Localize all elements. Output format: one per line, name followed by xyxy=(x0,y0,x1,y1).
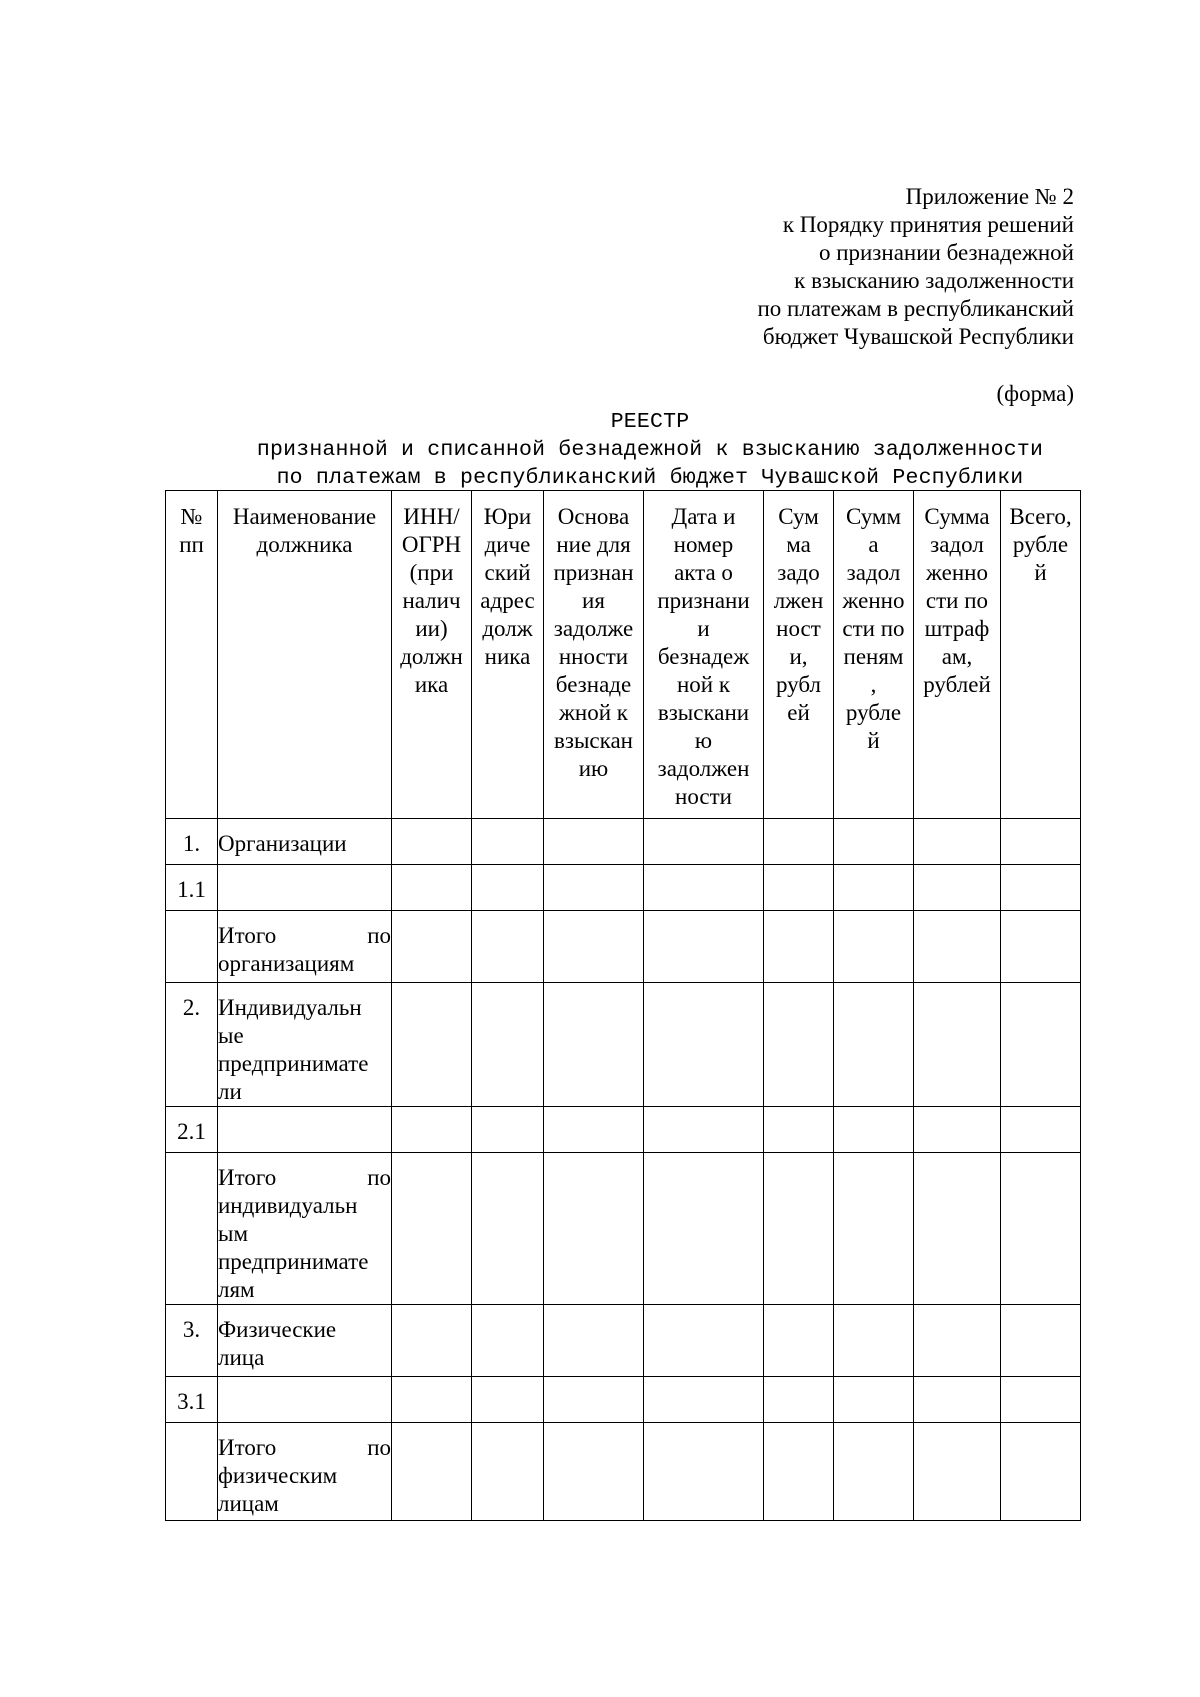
empty-cell[interactable] xyxy=(834,865,914,911)
table-row xyxy=(166,911,1081,983)
header-line: задол xyxy=(930,532,984,557)
name-line: предпринимате xyxy=(218,1051,369,1076)
table-row xyxy=(166,1423,1081,1521)
empty-cell[interactable] xyxy=(764,1423,834,1521)
header-line: Основа xyxy=(557,504,630,529)
empty-cell[interactable] xyxy=(644,983,764,1107)
empty-cell[interactable] xyxy=(392,1377,472,1423)
empty-cell[interactable] xyxy=(392,911,472,983)
header-line: а xyxy=(868,532,879,557)
header-line: признан xyxy=(553,560,634,585)
row-debtor-name xyxy=(218,911,392,983)
empty-cell[interactable] xyxy=(834,1377,914,1423)
header-line: задо xyxy=(777,560,820,585)
empty-cell[interactable] xyxy=(764,1107,834,1153)
row-debtor-name xyxy=(218,1153,392,1305)
header-line: диче xyxy=(484,532,531,557)
header-line: ной к xyxy=(676,672,731,697)
header-line: акта о xyxy=(674,560,733,585)
total-label-word: по xyxy=(367,1435,391,1460)
empty-cell[interactable] xyxy=(1001,983,1081,1107)
header-line: Всего, xyxy=(1009,504,1072,529)
header-line: взыскани xyxy=(657,700,750,725)
name-line: ли xyxy=(218,1079,242,1104)
header-debt-sum xyxy=(764,491,834,819)
appendix-line: бюджет Чувашской Республики xyxy=(762,324,1074,349)
empty-cell[interactable] xyxy=(472,983,544,1107)
header-line: ии) xyxy=(415,616,448,641)
row-number: 3.1 xyxy=(166,1377,218,1423)
name-line: организациям xyxy=(218,951,355,976)
empty-cell[interactable] xyxy=(834,1107,914,1153)
header-line: должн xyxy=(400,644,463,669)
name-line: Физические xyxy=(218,1317,337,1342)
header-line: ию xyxy=(578,756,609,781)
name-line: Организации xyxy=(218,831,347,856)
empty-cell[interactable] xyxy=(914,1153,1001,1305)
empty-cell[interactable] xyxy=(544,1153,644,1305)
empty-cell[interactable] xyxy=(392,983,472,1107)
header-line: задолжен xyxy=(657,756,750,781)
empty-cell[interactable] xyxy=(392,865,472,911)
empty-cell[interactable] xyxy=(764,1153,834,1305)
name-line: лям xyxy=(218,1277,255,1302)
empty-cell[interactable] xyxy=(1001,911,1081,983)
empty-cell[interactable] xyxy=(914,819,1001,865)
empty-cell[interactable] xyxy=(1001,865,1081,911)
row-debtor-name xyxy=(218,819,392,865)
row-debtor-name xyxy=(218,1305,392,1377)
header-line: Наименование xyxy=(232,504,377,529)
empty-cell[interactable] xyxy=(392,1423,472,1521)
empty-cell[interactable] xyxy=(1001,1153,1081,1305)
empty-cell[interactable] xyxy=(644,1423,764,1521)
empty-cell[interactable] xyxy=(764,865,834,911)
header-line: ю xyxy=(694,728,713,753)
header-line: ности xyxy=(675,784,732,809)
name-line: индивидуальн xyxy=(218,1193,358,1218)
header-line: ский xyxy=(484,560,531,585)
empty-cell[interactable] xyxy=(472,1107,544,1153)
header-line: рублей xyxy=(923,672,991,697)
empty-cell[interactable] xyxy=(1001,1107,1081,1153)
header-inn-ogrn xyxy=(392,491,472,819)
header-row xyxy=(166,491,1081,819)
header-line: ика xyxy=(414,672,449,697)
row-number: 2.1 xyxy=(166,1107,218,1153)
title-line-1: РЕЕСТР xyxy=(610,410,690,434)
empty-cell[interactable] xyxy=(1001,819,1081,865)
appendix-line: Приложение № 2 xyxy=(905,184,1074,209)
total-label-line xyxy=(218,1434,391,1462)
empty-cell[interactable] xyxy=(914,911,1001,983)
table-row xyxy=(166,1153,1081,1305)
empty-cell[interactable] xyxy=(544,819,644,865)
header-line: женно xyxy=(926,560,988,585)
header-penalty-sum xyxy=(834,491,914,819)
header-line: № xyxy=(180,504,203,529)
empty-cell[interactable] xyxy=(764,1377,834,1423)
table-row xyxy=(166,983,1081,1107)
total-label-line xyxy=(218,1164,391,1192)
row-number xyxy=(166,1153,218,1305)
appendix-line: к взысканию задолженности xyxy=(794,268,1074,293)
header-line: задолже xyxy=(553,616,634,641)
empty-cell[interactable] xyxy=(834,1305,914,1377)
empty-cell[interactable] xyxy=(1001,1423,1081,1521)
header-line: безнаде xyxy=(555,672,632,697)
empty-cell[interactable] xyxy=(472,1423,544,1521)
header-line: ние для xyxy=(556,532,631,557)
table-row xyxy=(166,865,1081,911)
header-line: ия xyxy=(582,588,605,613)
row-number: 1.1 xyxy=(166,865,218,911)
total-label-word: Итого xyxy=(218,1435,277,1460)
total-label-word: Итого xyxy=(218,923,277,948)
empty-cell[interactable] xyxy=(472,1305,544,1377)
appendix-block xyxy=(514,183,1074,351)
empty-cell[interactable] xyxy=(764,1305,834,1377)
header-line: задол xyxy=(846,560,901,585)
header-line: ам, xyxy=(941,644,973,669)
total-label-line xyxy=(218,922,391,950)
document-title xyxy=(150,408,1150,492)
header-line: ника xyxy=(484,644,531,669)
header-line: женно xyxy=(842,588,905,613)
table-row xyxy=(166,1305,1081,1377)
empty-cell[interactable] xyxy=(644,865,764,911)
empty-cell[interactable] xyxy=(544,1377,644,1423)
header-line: сти по xyxy=(925,588,989,613)
empty-cell[interactable] xyxy=(834,911,914,983)
header-act-date-number xyxy=(644,491,764,819)
header-line: рубл xyxy=(775,672,821,697)
empty-cell[interactable] xyxy=(914,865,1001,911)
header-line: Сум xyxy=(778,504,819,529)
header-line: нности xyxy=(558,644,629,669)
row-number xyxy=(166,911,218,983)
header-line: лжен xyxy=(773,588,824,613)
empty-cell[interactable] xyxy=(644,911,764,983)
header-number xyxy=(166,491,218,819)
header-line: (при xyxy=(409,560,454,585)
name-line: Индивидуальн xyxy=(218,995,362,1020)
header-total xyxy=(1001,491,1081,819)
header-line: сти по xyxy=(842,616,905,641)
appendix-line: о признании безнадежной xyxy=(818,240,1074,265)
header-line: рубле xyxy=(1012,532,1069,557)
empty-cell[interactable] xyxy=(834,819,914,865)
header-line: Сумм xyxy=(845,504,902,529)
header-legal-address xyxy=(472,491,544,819)
total-label-word: Итого xyxy=(218,1165,277,1190)
name-line: предпринимате xyxy=(218,1249,369,1274)
empty-cell[interactable] xyxy=(834,983,914,1107)
header-basis xyxy=(544,491,644,819)
name-line: физическим xyxy=(218,1463,338,1488)
empty-cell[interactable] xyxy=(392,1107,472,1153)
empty-cell[interactable] xyxy=(914,1377,1001,1423)
header-line: Сумма xyxy=(924,504,990,529)
header-line: признани xyxy=(657,588,750,613)
empty-cell[interactable] xyxy=(392,1153,472,1305)
empty-cell[interactable] xyxy=(914,1423,1001,1521)
empty-cell[interactable] xyxy=(644,1377,764,1423)
header-line: Дата и xyxy=(671,504,736,529)
empty-cell[interactable] xyxy=(472,911,544,983)
header-line: й xyxy=(1034,560,1047,585)
empty-cell[interactable] xyxy=(834,1423,914,1521)
header-line: взыскан xyxy=(554,728,633,753)
appendix-line: к Порядку принятия решений xyxy=(782,212,1074,237)
header-line: штраф xyxy=(924,616,990,641)
empty-cell[interactable] xyxy=(914,1305,1001,1377)
header-line: долж xyxy=(482,616,533,641)
row-number: 3. xyxy=(166,1305,218,1377)
row-debtor-name xyxy=(218,1107,392,1153)
empty-cell[interactable] xyxy=(764,983,834,1107)
empty-cell[interactable] xyxy=(544,983,644,1107)
row-number: 2. xyxy=(166,983,218,1107)
empty-cell[interactable] xyxy=(914,983,1001,1107)
header-line: налич xyxy=(402,588,461,613)
empty-cell[interactable] xyxy=(392,819,472,865)
empty-cell[interactable] xyxy=(644,1153,764,1305)
header-line: номер xyxy=(673,532,734,557)
header-fine-sum xyxy=(914,491,1001,819)
row-debtor-name xyxy=(218,865,392,911)
table-body xyxy=(166,819,1081,1521)
header-line: , xyxy=(870,672,877,697)
name-line: ые xyxy=(218,1023,244,1048)
empty-cell[interactable] xyxy=(544,1423,644,1521)
registry-table xyxy=(165,490,1081,1521)
empty-cell[interactable] xyxy=(472,1153,544,1305)
empty-cell[interactable] xyxy=(392,1305,472,1377)
header-line: безнадеж xyxy=(657,644,750,669)
header-line: и, xyxy=(789,644,808,669)
row-number: 1. xyxy=(166,819,218,865)
header-line: адрес xyxy=(480,588,535,613)
name-line: лицам xyxy=(218,1491,279,1516)
table-row xyxy=(166,1107,1081,1153)
header-line: и xyxy=(697,616,710,641)
empty-cell[interactable] xyxy=(1001,1377,1081,1423)
form-mark: (форма) xyxy=(996,381,1074,406)
header-debtor-name xyxy=(218,491,392,819)
empty-cell[interactable] xyxy=(472,819,544,865)
header-line: ност xyxy=(776,616,821,641)
total-label-word: по xyxy=(367,923,391,948)
empty-cell[interactable] xyxy=(834,1153,914,1305)
table-row xyxy=(166,1377,1081,1423)
header-line: Юри xyxy=(483,504,532,529)
empty-cell[interactable] xyxy=(544,865,644,911)
empty-cell[interactable] xyxy=(914,1107,1001,1153)
row-debtor-name xyxy=(218,1377,392,1423)
header-line: рубле xyxy=(845,700,902,725)
header-line: пп xyxy=(179,532,204,557)
title-line-3: по платежам в республиканский бюджет Чувашской Республики xyxy=(276,466,1024,490)
header-line: ей xyxy=(787,700,810,725)
appendix-line: по платежам в республиканский xyxy=(757,296,1074,321)
header-line: пеням xyxy=(843,644,904,669)
empty-cell[interactable] xyxy=(1001,1305,1081,1377)
row-debtor-name xyxy=(218,983,392,1107)
title-line-2: признанной и списанной безнадежной к взысканию задолженности xyxy=(256,438,1044,462)
name-line: ым xyxy=(218,1221,249,1246)
empty-cell[interactable] xyxy=(764,819,834,865)
name-line: лица xyxy=(218,1345,265,1370)
header-line: ма xyxy=(786,532,811,557)
header-line: жной к xyxy=(559,700,628,725)
row-debtor-name xyxy=(218,1423,392,1521)
header-line: й xyxy=(867,728,880,753)
header-line: ОГРН xyxy=(401,532,462,557)
empty-cell[interactable] xyxy=(472,1377,544,1423)
empty-cell[interactable] xyxy=(644,1107,764,1153)
total-label-word: по xyxy=(367,1165,391,1190)
empty-cell[interactable] xyxy=(544,911,644,983)
empty-cell[interactable] xyxy=(764,911,834,983)
empty-cell[interactable] xyxy=(644,1305,764,1377)
empty-cell[interactable] xyxy=(544,1305,644,1377)
header-line: ИНН/ xyxy=(403,504,460,529)
table-row xyxy=(166,819,1081,865)
empty-cell[interactable] xyxy=(544,1107,644,1153)
empty-cell[interactable] xyxy=(644,819,764,865)
header-line: должника xyxy=(256,532,353,557)
empty-cell[interactable] xyxy=(472,865,544,911)
row-number xyxy=(166,1423,218,1521)
